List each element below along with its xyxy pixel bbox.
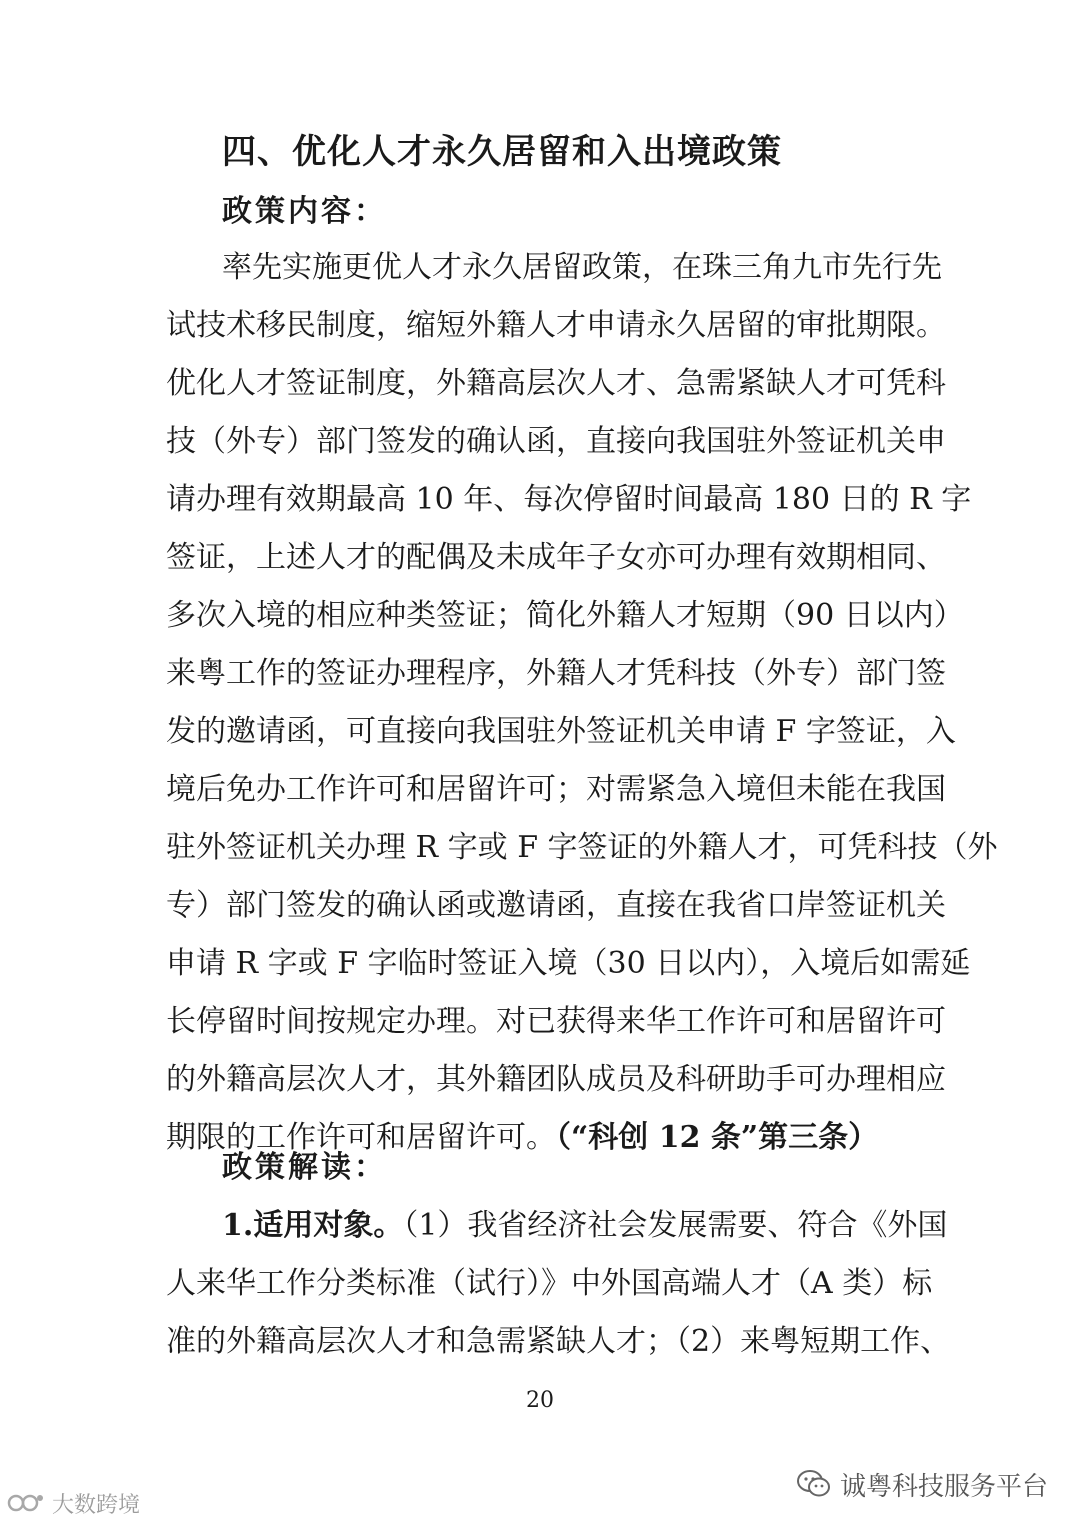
interp-item-text: （1）我省经济社会发展需要、符合《外国: [403, 1208, 948, 1243]
brand-logo-icon: [6, 1488, 46, 1518]
content-label: 政策内容：: [222, 194, 387, 229]
paragraph-line: 驻外签证机关办理 R 字或 F 字签证的外籍人才，可凭科技（外: [166, 830, 998, 865]
watermark-right: [796, 1466, 1048, 1502]
paragraph-line: 申请 R 字或 F 字临时签证入境（30 日以内），入境后如需延: [166, 946, 971, 981]
paragraph-line: 的外籍高层次人才，其外籍团队成员及科研助手可办理相应: [166, 1062, 946, 1097]
paragraph-line: 境后免办工作许可和居留许可；对需紧急入境但未能在我国: [166, 772, 946, 807]
policy-citation: （“科创 12 条”第三条）: [556, 1120, 879, 1155]
paragraph-line: 发的邀请函，可直接向我国驻外签证机关申请 F 字签证，入: [166, 714, 956, 749]
paragraph-line: 请办理有效期最高 10 年、每次停留时间最高 180 日的 R 字: [166, 482, 972, 517]
interpretation-line: 人来华工作分类标准（试行）》中外国高端人才（A 类）标: [166, 1266, 933, 1301]
watermark-left: [6, 1486, 140, 1520]
wechat-icon: [796, 1468, 832, 1500]
paragraph-text: 期限的工作许可和居留许可。: [166, 1120, 556, 1155]
paragraph-line: 签证，上述人才的配偶及未成年子女亦可办理有效期相同、: [166, 540, 946, 575]
paragraph-line: 试技术移民制度，缩短外籍人才申请永久居留的审批期限。: [166, 308, 946, 343]
paragraph-line: 长停留时间按规定办理。对已获得来华工作许可和居留许可: [166, 1004, 946, 1039]
section-heading: 四、优化人才永久居留和入出境政策: [222, 132, 782, 172]
paragraph-line: 多次入境的相应种类签证；简化外籍人才短期（90 日以内）: [166, 598, 964, 633]
paragraph-line: 专）部门签发的确认函或邀请函，直接在我省口岸签证机关: [166, 888, 946, 923]
interpretation-line: 准的外籍高层次人才和急需紧缺人才；（2）来粤短期工作、: [166, 1324, 951, 1359]
interp-item-title: 1.适用对象。: [222, 1208, 404, 1243]
paragraph-line: 技（外专）部门签发的确认函，直接向我国驻外签证机关申: [166, 424, 946, 459]
paragraph-line: 率先实施更优人才永久居留政策，在珠三角九市先行先: [222, 250, 942, 285]
paragraph-line: 优化人才签证制度，外籍高层次人才、急需紧缺人才可凭科: [166, 366, 946, 401]
page-number: 20: [526, 1388, 554, 1413]
interpretation-line: [222, 1206, 948, 1246]
paragraph-line: 来粤工作的签证办理程序，外籍人才凭科技（外专）部门签: [166, 656, 946, 691]
interpretation-label: 政策解读：: [222, 1150, 387, 1185]
watermark-right-text: 诚粤科技服务平台: [840, 1471, 1049, 1502]
watermark-left-text: 大数跨境: [52, 1492, 141, 1518]
